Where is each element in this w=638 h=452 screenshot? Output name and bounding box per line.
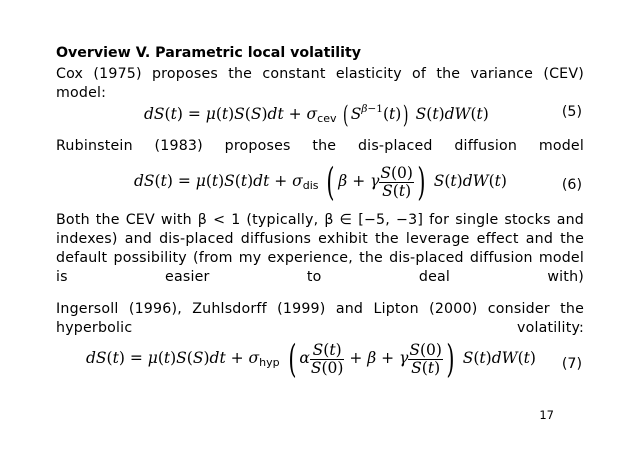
- paragraph-cox: Cox (1975) proposes the constant elasticity of the variance (CEV) model:: [56, 66, 584, 101]
- subscript-dis: dis: [302, 179, 319, 192]
- slide-title: Overview V. Parametric local volatility: [56, 45, 361, 61]
- paragraph-leverage-effect: Both the CEV with β < 1 (typically, β ∈ [−5, −3] for single stocks and indexes) and dis-placed diffusions exhibit the leverage effect and the default possibility (from my experience, the dis-placed diffusion model is easier to deal with): [56, 212, 584, 285]
- subscript-cev: cev: [317, 112, 337, 125]
- equation-number-5: (5): [561, 104, 582, 120]
- subscript-hyp: hyp: [259, 356, 280, 369]
- equation-number-7: (7): [561, 356, 582, 372]
- paragraph-rubinstein: Rubinstein (1983) proposes the dis-placed diffusion model: [56, 138, 584, 154]
- equation-number-6: (6): [561, 177, 582, 193]
- equation-cev: $dS(t) = \mu(t)S(S)dt + \sigma_{cev}$ ( $S^{\beta-1}(t)$) S(t)dW(t): [144, 101, 489, 129]
- paragraph-hyperbolic: Ingersoll (1996), Zuhlsdorff (1999) and Lipton (2000) consider the hyperbolic volatility:: [56, 301, 584, 336]
- equation-hyperbolic: $dS(t) = \mu(t)S(S)dt + \sigma_{hyp}$ ( α $\frac{S(t)}{S(0)}$ + β + γ $\frac{S(0)}{S(t)}$ ) S(t)dW(t): [86, 337, 536, 381]
- page-number: 17: [539, 408, 554, 422]
- equation-displaced-diffusion: $dS(t) = \mu(t)S(t)dt + \sigma_{dis}$ ( β + γ $\frac{S(0)}{S(t)}$ ) S(t)dW(t): [134, 160, 507, 204]
